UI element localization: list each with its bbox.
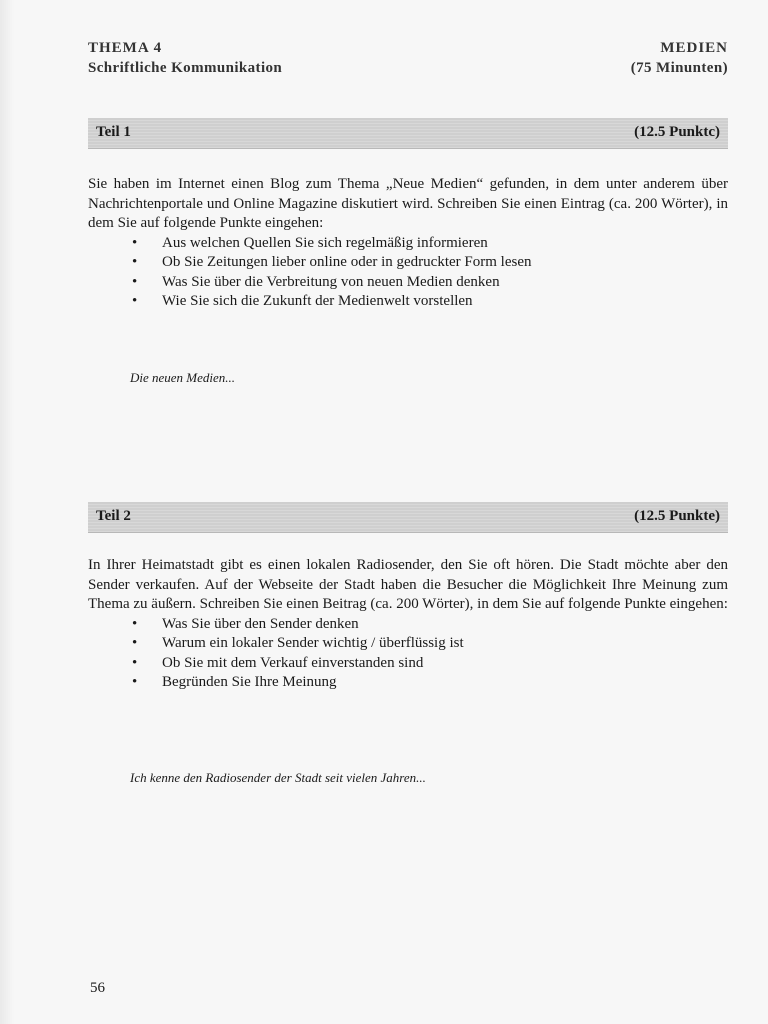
- subject-title: MEDIEN: [660, 40, 728, 56]
- list-item: [132, 634, 728, 654]
- bullet-text: Ob Sie Zeitungen lieber online oder in gedruckter Form lesen: [162, 254, 532, 270]
- bullet-text: Warum ein lokaler Sender wichtig / überflüssig ist: [162, 635, 464, 651]
- part2-intro: In Ihrer Heimatstadt gibt es einen lokalen Radiosender, den Sie oft hören. Die Stadt möchte aber den Sender verkaufen. Auf der Webseite der Stadt haben die Besucher die Möglichkeit Ihre Meinung zum Thema zu äußern. Schreiben Sie einen Beitrag (ca. 200 Wörter), in dem Sie auf folgende Punkte eingehen:: [88, 557, 728, 612]
- bullet-text: Ob Sie mit dem Verkauf einverstanden sind: [162, 654, 424, 671]
- list-item: [132, 292, 728, 312]
- page-number: 56: [90, 980, 105, 996]
- list-item: [132, 234, 728, 254]
- bullet-icon: •: [132, 234, 138, 251]
- bullet-text: Begründen Sie Ihre Meinung: [162, 674, 337, 690]
- list-item: [132, 273, 728, 293]
- section-header-part1: [88, 118, 728, 149]
- part2-task: [88, 556, 728, 693]
- part1-opener: Die neuen Medien...: [130, 370, 236, 385]
- page-header: [88, 38, 728, 88]
- section-header-part2: [88, 502, 728, 533]
- bullet-icon: •: [132, 615, 138, 632]
- bullet-icon: •: [132, 674, 138, 690]
- part1-task: [88, 175, 728, 312]
- part2-bullet-list: [88, 615, 728, 693]
- bullet-text: Was Sie über die Verbreitung von neuen Medien denken: [162, 273, 500, 290]
- part1-points: (12.5 Punktc): [634, 124, 720, 140]
- list-item: [132, 253, 728, 273]
- list-item: [132, 615, 728, 635]
- part2-points: (12.5 Punkte): [634, 508, 720, 524]
- part2-opener: Ich kenne den Radiosender der Stadt seit vielen Jahren...: [130, 770, 426, 785]
- theme-title: THEMA 4: [88, 40, 163, 56]
- bullet-icon: •: [132, 273, 138, 290]
- duration: (75 Minunten): [630, 60, 728, 76]
- list-item: [132, 673, 728, 693]
- bullet-text: Wie Sie sich die Zukunft der Medienwelt vorstellen: [162, 293, 473, 309]
- header-left: [88, 38, 282, 78]
- page-binding-edge: [0, 0, 14, 1024]
- bullet-icon: •: [132, 293, 138, 309]
- theme-subtitle: Schriftliche Kommunikation: [88, 60, 283, 76]
- header-right: [631, 38, 728, 78]
- bullet-text: Was Sie über den Sender denken: [162, 615, 359, 632]
- bullet-text: Aus welchen Quellen Sie sich regelmäßig informieren: [162, 234, 488, 251]
- bullet-icon: •: [132, 254, 138, 270]
- part1-label: Teil 1: [96, 124, 131, 140]
- part1-bullet-list: [88, 234, 728, 312]
- bullet-icon: •: [132, 654, 138, 671]
- bullet-icon: •: [132, 635, 138, 651]
- part2-label: Teil 2: [96, 508, 131, 524]
- list-item: [132, 654, 728, 674]
- part1-intro: Sie haben im Internet einen Blog zum Thema „Neue Medien“ gefunden, in dem unter anderem über Nachrichtenportale und Online Magazine diskutiert wird. Schreiben Sie einen Eintrag (ca. 200 Wörter), in dem Sie auf folgende Punkte eingehen:: [88, 176, 728, 231]
